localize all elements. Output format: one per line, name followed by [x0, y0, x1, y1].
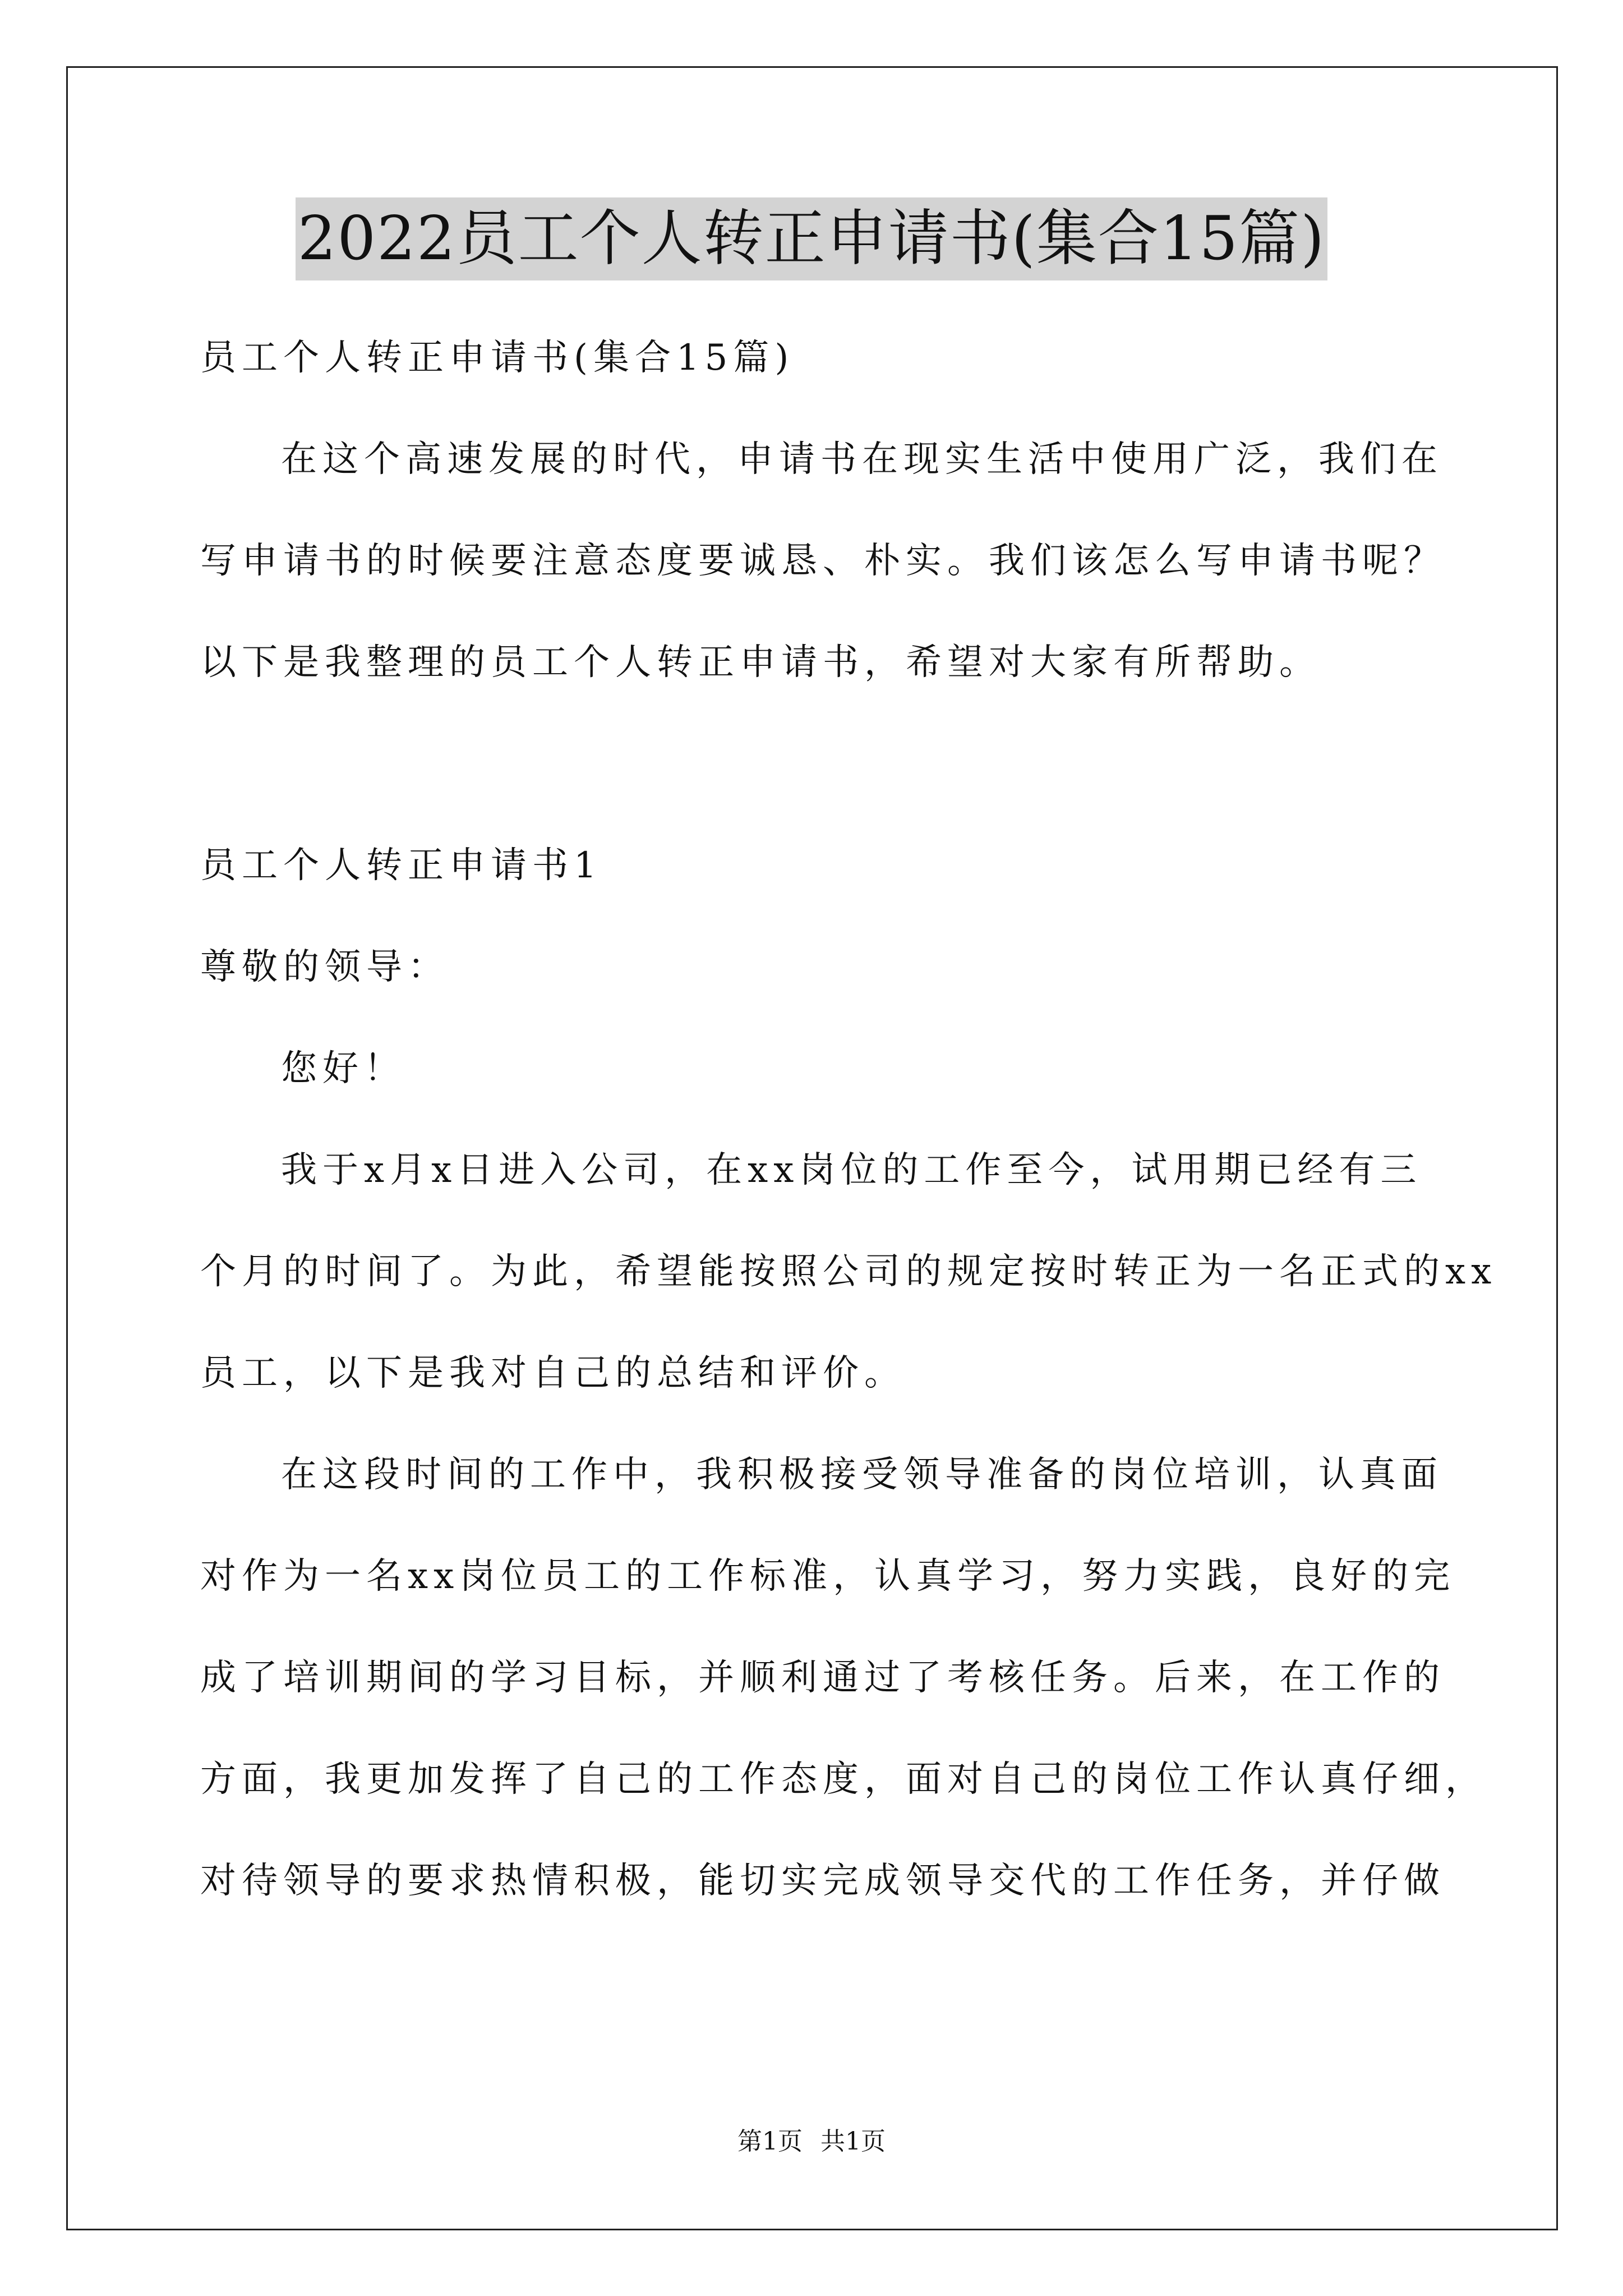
- paragraph-line: 我于x月x日进入公司，在xx岗位的工作至今，试用期已经有三: [281, 1149, 1422, 1191]
- paragraph-line: 方面，我更加发挥了自己的工作态度，面对自己的岗位工作认真仔细，: [200, 1759, 1487, 1800]
- page-footer: 第1页 共1页: [737, 2127, 886, 2156]
- paragraph-line: 在这个高速发展的时代，申请书在现实生活中使用广泛，我们在: [281, 439, 1443, 480]
- paragraph-line: 对作为一名xx岗位员工的工作标准，认真学习，努力实践，良好的完: [200, 1556, 1456, 1597]
- paragraph-line: 员工，以下是我对自己的总结和评价。: [200, 1352, 906, 1394]
- blank-line: [200, 714, 1434, 815]
- section-heading: 员工个人转正申请书1: [200, 845, 602, 886]
- paragraph-line: 以下是我整理的员工个人转正申请书，希望对大家有所帮助。: [200, 642, 1321, 683]
- paragraph-line: 成了培训期间的学习目标，并顺利通过了考核任务。后来，在工作的: [200, 1657, 1445, 1699]
- salutation: 尊敬的领导：: [200, 946, 449, 988]
- greeting: 您好！: [281, 1048, 405, 1089]
- subtitle-line: 员工个人转正申请书(集合15篇): [200, 337, 795, 379]
- paragraph-line: 写申请书的时候要注意态度要诚恳、朴实。我们该怎么写申请书呢？: [200, 540, 1445, 582]
- title-container: [0, 197, 1623, 280]
- paragraph-line: 个月的时间了。为此，希望能按照公司的规定按时转正为一名正式的xx: [200, 1251, 1497, 1292]
- document-title: 2022员工个人转正申请书(集合15篇): [296, 197, 1328, 280]
- paragraph-line: 对待领导的要求热情积极，能切实完成领导交代的工作任务，并仔做: [200, 1860, 1445, 1902]
- document-body: [200, 307, 1497, 1932]
- paragraph-line: 在这段时间的工作中，我积极接受领导准备的岗位培训，认真面: [281, 1454, 1443, 1496]
